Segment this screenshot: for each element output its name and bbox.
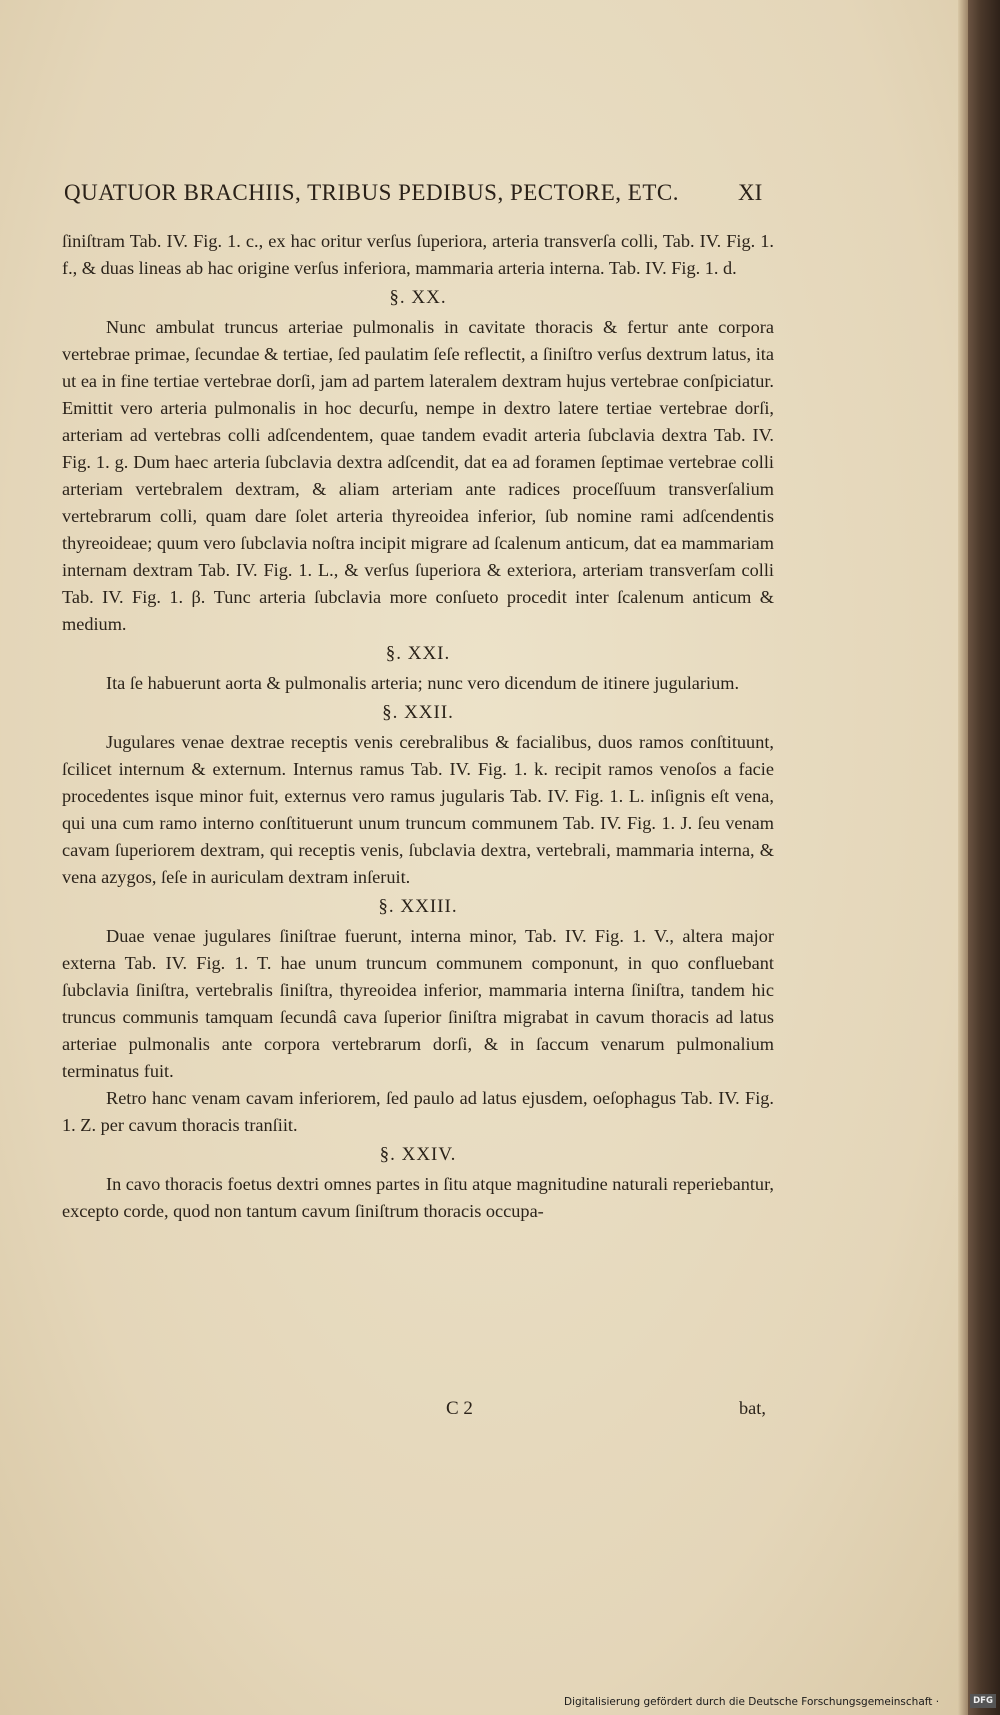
signature-mark: C 2	[446, 1398, 473, 1419]
section-xxii-text: Jugulares venae dextrae receptis venis cerebralibus & facialibus, duos ramos conſtituunt, ſcilicet internum & externum. Internus ramus Tab. IV. Fig. 1. k. recipit ramos venoſos a facie procedentes isque minor fuit, externus vero ramus jugularis Tab. IV. Fig. 1. L. inſignis eſt vena, qui una cum ramo interno conſtituerunt unum truncum communem Tab. IV. Fig. 1. J. ſeu venam cavam ſuperiorem dextram, qui receptis venis, ſubclavia dextra, vertebrali, mammaria interna, & vena azygos, ſeſe in auriculam dextram inſeruit.	[62, 732, 774, 887]
section-xxiv-text: In cavo thoracis foetus dextri omnes partes in ſitu atque magnitudine naturali reperiebantur, excepto corde, quod non tantum cavum ſiniſtrum thoracis occupa-	[62, 1174, 774, 1221]
page-edge	[958, 0, 968, 1715]
section-heading-xxiii: §. XXIII.	[378, 896, 458, 917]
section-heading-xx: §. XX.	[389, 287, 447, 308]
section-xxiii-text: Duae venae jugulares ſiniſtrae fuerunt, interna minor, Tab. IV. Fig. 1. V., altera major externa Tab. IV. Fig. 1. T. hae unum truncum communem componunt, in quo confluebant ſubclavia ſiniſtra, vertebralis ſiniſtra, thyreoidea inferior, mammaria interna ſiniſtra, tandem hic truncus communis tamquam ſecundâ cava ſuperior ſiniſtra migrabat in cavum thoracis ad latus arteriae pulmonalis ante corpora vertebrarum dorſi, & in ſaccum venarum pulmonalium terminatus fuit.	[62, 926, 774, 1081]
dfg-logo: DFG	[970, 1694, 996, 1708]
section-heading-xxiv: §. XXIV.	[379, 1144, 457, 1165]
section-xxi-text: Ita ſe habuerunt aorta & pulmonalis arteria; nunc vero dicendum de itinere jugularium.	[106, 673, 740, 693]
section-xx-text: Nunc ambulat truncus arteriae pulmonalis in cavitate thoracis & fertur ante corpora vertebrae primae, ſecundae & tertiae, ſed paulatim ſeſe reflectit, a ſiniſtro verſus dextrum latus, ita ut ea in fine tertiae vertebrae dorſi, jam ad partem lateralem dextram hujus vertebrae conſpiciatur. Emittit vero arteria pulmonalis in hoc decurſu, nempe in dextro latere tertiae vertebrae dorſi, arteriam ad vertebras colli adſcendentem, quae tandem evadit arteria ſubclavia dextra Tab. IV. Fig. 1. g. Dum haec arteria ſubclavia dextra adſcendit, dat ea ad foramen ſeptimae vertebrae colli arteriam vertebralem dextram, & aliam arteriam ante radices proceſſuum transverſalium vertebrarum colli, quam dare ſolet arteria thyreoidea inferior, ſub nomine rami adſcendentis thyreoideae; quum vero ſubclavia noſtra incipit migrare ad ſcalenum anticum, dat ea mammariam internam dextram Tab. IV. Fig. 1. L., & verſus ſuperiora & exteriora, arteriam transverſam colli Tab. IV. Fig. 1. β. Tunc arteria ſubclavia more conſueto procedit inter ſcalenum anticum & medium.	[62, 317, 774, 634]
section-xxiii-text-2: Retro hanc venam cavam inferiorem, ſed paulo ad latus ejusdem, oeſophagus Tab. IV. Fig. 1. Z. per cavum thoracis tranſiit.	[62, 1088, 774, 1135]
paragraph-continued: ſiniſtram Tab. IV. Fig. 1. c., ex hac oritur verſus ſuperiora, arteria transverſa colli, Tab. IV. Fig. 1. f., & duas lineas ab hac origine verſus inferiora, mammaria arteria interna. Tab. IV. Fig. 1. d.	[62, 231, 774, 278]
page-number: XI	[738, 180, 763, 205]
section-heading-xxi: §. XXI.	[385, 643, 451, 664]
catchword: bat,	[739, 1398, 766, 1418]
page-body	[62, 228, 774, 1225]
digitization-credit: Digitalisierung gefördert durch die Deutsche Forschungsgemeinschaft ·	[564, 1696, 940, 1708]
running-title: QUATUOR BRACHIIS, TRIBUS PEDIBUS, PECTORE, ETC.	[64, 180, 679, 205]
section-heading-xxii: §. XXII.	[382, 702, 454, 723]
book-spine	[968, 0, 1000, 1715]
